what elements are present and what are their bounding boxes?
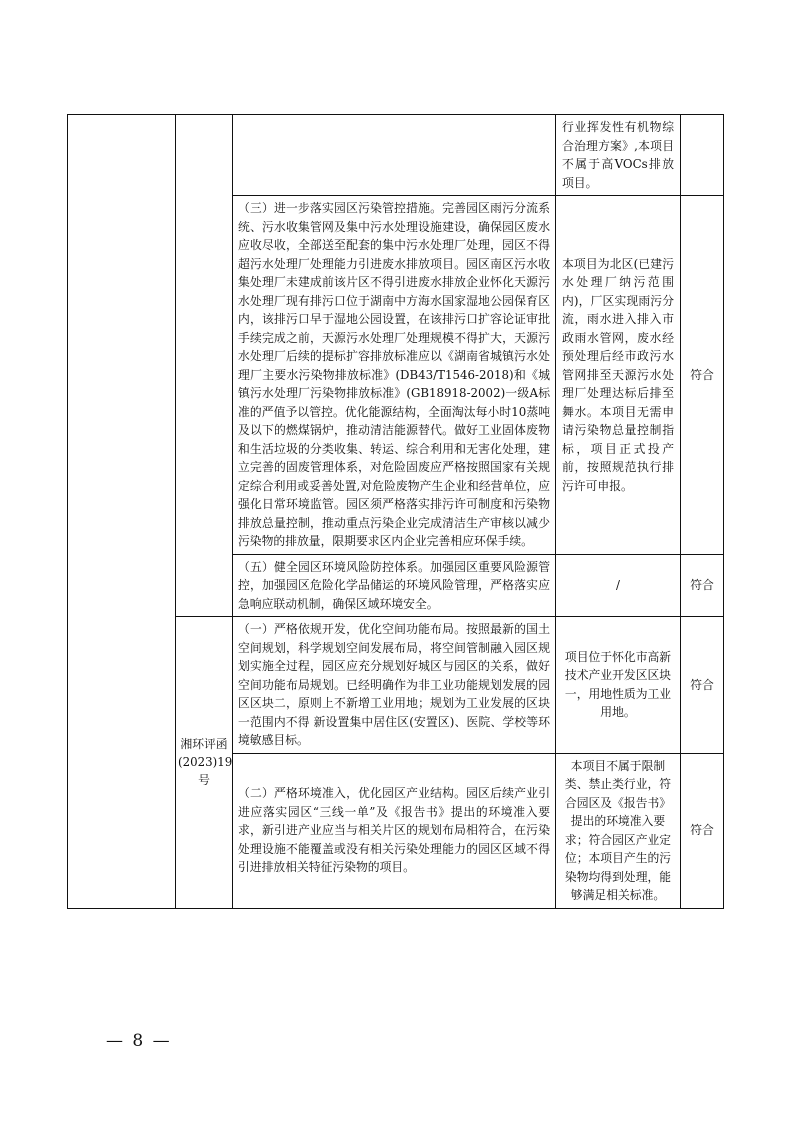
table-cell-measure: （三）进一步落实园区污染管控措施。完善园区雨污分流系统、污水收集管网及集中污水处理设施建设，确保园区废水应收尽收，全部送至配套的集中污水处理厂处理，园区不得超污水处理厂处理能力引进废水排放项目。园区南区污水收集处理厂未建成前该片区不得引进废水排放企业怀化天源污水处理厂现有排污口位于湖南中方海水国家湿地公园保育区内，该排污口早于湿地公园设置，在该排污口扩容论证审批手续完成之前，天源污水处理厂处理规模不得扩大，天源污水处理厂后续的提标扩容排放标准应以《湖南省城镇污水处理厂主要水污染物排放标准》(DB43/T1546-2018)和《城镇污水处理厂污染物排放标准》(GB18918-2002)一级A标准的严值予以管控。优化能源结构，全面淘汰每小时10蒸吨及以下的燃煤锅炉，推动清洁能源替代。做好工业固体废物和生活垃圾的分类收集、转运、综合利用和无害化处理，建立完善的固废管理体系，对危险固废应严格按照国家有关规定综合利用或妥善处置,对危险废物产生企业和经营单位，应强化日常环境监管。园区须严格落实排污许可制度和污染物排放总量控制，推动重点污染企业完成清洁生产审核以减少污染物的排放量，限期要求区内企业完善相应环保手续。 [233, 196, 556, 555]
table-cell-result: 符合 [681, 554, 724, 617]
table-cell-document-label: 湘环评函(2023)19号 [176, 617, 233, 909]
table-cell-measure [233, 115, 556, 196]
table-cell-situation: 本项目不属于限制类、禁止类行业，符合园区及《报告书》提出的环境准入要求；符合园区产业定位；本项目产生的污染物均得到处理，能够满足相关标准。 [556, 753, 681, 908]
table-cell-result [681, 115, 724, 196]
compliance-table [67, 114, 724, 909]
page-number: — 8 — [106, 1031, 172, 1051]
table-row [68, 115, 724, 196]
table-cell-situation: / [556, 554, 681, 617]
table-cell-situation: 项目位于怀化市高新技术产业开发区区块一，用地性质为工业用地。 [556, 617, 681, 754]
table-cell-result: 符合 [681, 753, 724, 908]
table-cell-situation: 行业挥发性有机物综合治理方案》,本项目不属于高VOCs排放项目。 [556, 115, 681, 196]
table-cell-measure: （二）严格环境准入，优化园区产业结构。园区后续产业引进应落实园区“三线一单”及《报告书》提出的环境准入要求，新引进产业应当与相关片区的规划布局相符合，在污染处理设施不能覆盖或没有相关污染处理能力的园区区域不得引进排放相关特征污染物的项目。 [233, 753, 556, 908]
table-cell-measure: （五）健全园区环境风险防控体系。加强园区重要风险源管控，加强园区危险化学品储运的环境风险管理，严格落实应急响应联动机制，确保区域环境安全。 [233, 554, 556, 617]
table-cell-situation: 本项目为北区(已建污水处理厂纳污范围内)，厂区实现雨污分流，雨水进入排入市政雨水管网，废水经预处理后经市政污水管网排至天源污水处理厂处理达标后排至舞水。本项目无需申请污染物总量控制指标，项目正式投产前，按照规范执行排污许可申报。 [556, 196, 681, 555]
compliance-table-container [67, 114, 718, 909]
table-cell-result: 符合 [681, 196, 724, 555]
table-cell-result: 符合 [681, 617, 724, 754]
table-cell-category [68, 115, 176, 909]
table-cell-measure: （一）严格依规开发，优化空间功能布局。按照最新的国土空间规划，科学规划空间发展布局，将空间管制融入园区规划实施全过程，园区应充分规划好城区与园区的关系，做好空间功能布局规划。已经明确作为非工业功能规划发展的园区区块二，原则上不新增工业用地；规划为工业发展的区块一范围内不得 新设置集中居住区(安置区)、医院、学校等环境敏感目标。 [233, 617, 556, 754]
table-cell-document [176, 115, 233, 617]
